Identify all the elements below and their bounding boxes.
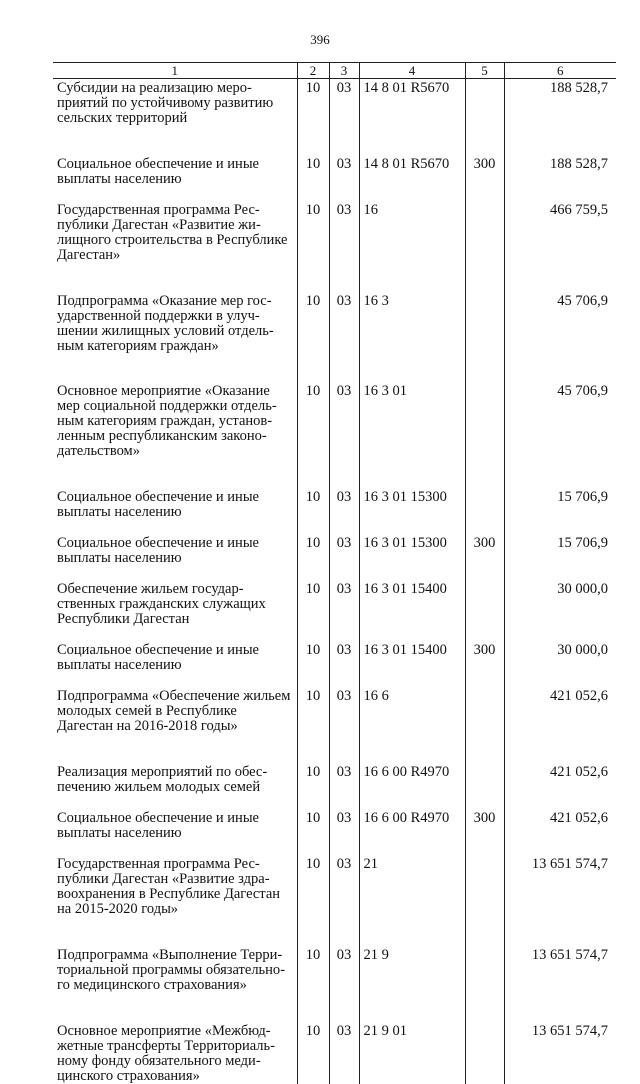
row-target-article: 16 3 01 15400 [359,582,465,643]
row-name: Социальное обеспечение и иные выплаты населению [53,643,297,689]
row-expense-type [465,384,504,490]
row-expense-type: 300 [465,536,504,582]
row-target-article: 16 3 01 [359,384,465,490]
row-expense-type [465,582,504,643]
row-section: 10 [297,203,329,294]
row-amount: 188 528,7 [504,79,616,158]
row-name: Социальное обеспечение и иные выплаты населению [53,536,297,582]
row-target-article: 16 3 01 15300 [359,490,465,536]
table-row [53,582,616,643]
row-subsection: 03 [329,811,359,857]
row-section: 10 [297,1024,329,1084]
row-name: Обеспечение жильем государственных гражданских служащих Республики Дагестан [53,582,297,643]
table-row [53,384,616,490]
row-expense-type [465,203,504,294]
row-section: 10 [297,857,329,948]
row-subsection: 03 [329,79,359,158]
row-amount: 188 528,7 [504,157,616,203]
page-number: 396 [310,32,330,47]
row-amount: 13 651 574,7 [504,948,616,1024]
row-expense-type [465,490,504,536]
table-row [53,811,616,857]
row-name: Государственная программа Республики Дагестан «Развитие жилищного строительства в Республике Дагестан» [53,203,297,294]
row-section: 10 [297,384,329,490]
row-subsection: 03 [329,1024,359,1084]
table-row [53,536,616,582]
row-expense-type [465,857,504,948]
row-expense-type [465,765,504,811]
row-target-article: 16 6 00 R4970 [359,765,465,811]
column-header-3: 3 [329,63,359,79]
column-header-4: 4 [359,63,465,79]
row-amount: 421 052,6 [504,811,616,857]
row-name: Подпрограмма «Обеспечение жильем молодых семей в Республике Дагестан на 2016-2018 годы» [53,689,297,765]
row-subsection: 03 [329,490,359,536]
row-expense-type: 300 [465,157,504,203]
table-row [53,157,616,203]
budget-table [53,62,616,1084]
table-row [53,948,616,1024]
row-name: Социальное обеспечение и иные выплаты населению [53,157,297,203]
row-subsection: 03 [329,582,359,643]
row-amount: 30 000,0 [504,582,616,643]
row-expense-type: 300 [465,811,504,857]
row-name: Основное мероприятие «Межбюджетные трансферты Территориальному фонду обязательного медицинского страхования» [53,1024,297,1084]
row-expense-type [465,79,504,158]
table-row [53,765,616,811]
row-amount: 421 052,6 [504,765,616,811]
row-section: 10 [297,157,329,203]
row-name: Субсидии на реализацию мероприятий по устойчивому развитию сельских территорий [53,79,297,158]
row-name: Основное мероприятие «Оказание мер социальной поддержки отдельным категориям граждан, установленным республиканским законодательством» [53,384,297,490]
row-section: 10 [297,643,329,689]
row-section: 10 [297,582,329,643]
row-target-article: 16 6 [359,689,465,765]
column-header-1: 1 [53,63,297,79]
column-header-5: 5 [465,63,504,79]
row-amount: 30 000,0 [504,643,616,689]
table-header-row [53,63,616,79]
row-target-article: 16 3 [359,294,465,384]
table-row [53,1024,616,1084]
row-target-article: 16 3 01 15400 [359,643,465,689]
row-target-article: 21 9 01 [359,1024,465,1084]
row-section: 10 [297,765,329,811]
row-subsection: 03 [329,203,359,294]
row-subsection: 03 [329,689,359,765]
row-expense-type [465,948,504,1024]
row-name: Социальное обеспечение и иные выплаты населению [53,811,297,857]
row-amount: 45 706,9 [504,294,616,384]
row-amount: 13 651 574,7 [504,1024,616,1084]
row-amount: 466 759,5 [504,203,616,294]
row-subsection: 03 [329,294,359,384]
row-name: Реализация мероприятий по обеспечению жильем молодых семей [53,765,297,811]
row-amount: 15 706,9 [504,490,616,536]
row-section: 10 [297,79,329,158]
row-amount: 45 706,9 [504,384,616,490]
row-expense-type [465,294,504,384]
row-target-article: 16 6 00 R4970 [359,811,465,857]
table-row [53,689,616,765]
row-section: 10 [297,536,329,582]
row-subsection: 03 [329,157,359,203]
row-section: 10 [297,948,329,1024]
row-subsection: 03 [329,765,359,811]
row-name: Государственная программа Республики Дагестан «Развитие здравоохранения в Республике Дагестан на 2015-2020 годы» [53,857,297,948]
row-target-article: 16 [359,203,465,294]
column-header-2: 2 [297,63,329,79]
row-target-article: 14 8 01 R5670 [359,157,465,203]
column-header-6: 6 [504,63,616,79]
table-row [53,294,616,384]
row-target-article: 21 9 [359,948,465,1024]
table-row [53,490,616,536]
row-amount: 421 052,6 [504,689,616,765]
row-name: Социальное обеспечение и иные выплаты населению [53,490,297,536]
row-subsection: 03 [329,857,359,948]
row-name: Подпрограмма «Оказание мер государственной поддержки в улучшении жилищных условий отдельным категориям граждан» [53,294,297,384]
table-row [53,79,616,158]
row-section: 10 [297,294,329,384]
row-section: 10 [297,811,329,857]
row-expense-type [465,689,504,765]
row-target-article: 14 8 01 R5670 [359,79,465,158]
table-row [53,643,616,689]
row-subsection: 03 [329,948,359,1024]
row-name: Подпрограмма «Выполнение Территориальной программы обязательного медицинского страхования» [53,948,297,1024]
row-target-article: 21 [359,857,465,948]
table-row [53,857,616,948]
row-amount: 15 706,9 [504,536,616,582]
row-section: 10 [297,689,329,765]
table-row [53,203,616,294]
row-subsection: 03 [329,384,359,490]
row-subsection: 03 [329,536,359,582]
row-section: 10 [297,490,329,536]
row-subsection: 03 [329,643,359,689]
row-amount: 13 651 574,7 [504,857,616,948]
row-expense-type: 300 [465,643,504,689]
row-target-article: 16 3 01 15300 [359,536,465,582]
row-expense-type [465,1024,504,1084]
